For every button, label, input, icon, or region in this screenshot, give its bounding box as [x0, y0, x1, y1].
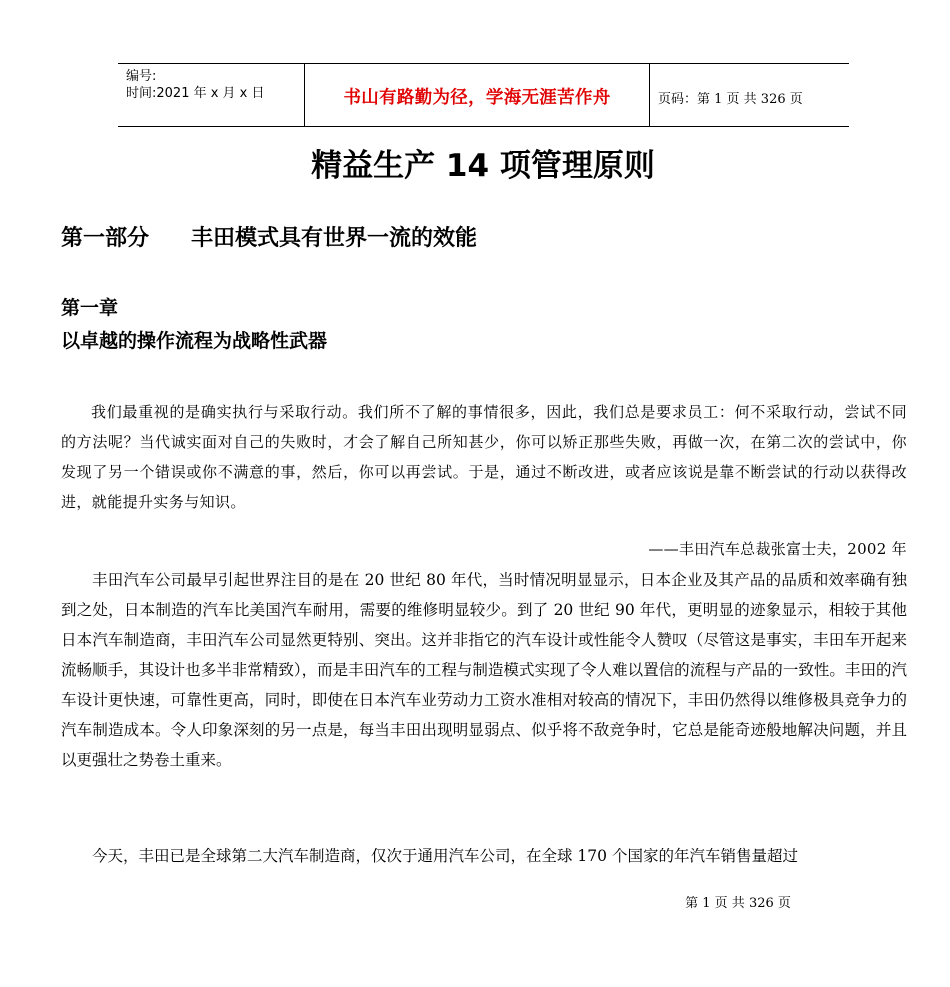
epigraph-quote: 我们最重视的是确实执行与采取行动。我们所不了解的事情很多，因此，我们总是要求员工：何不采取行动，尝试不同的方法呢？当代诚实面对自己的失败时，才会了解自己所知甚少，你可以矫正那些失败，再做一次，在第二次的尝试中，你发现了另一个错误或你不满意的事，然后，你可以再尝试。于是，通过不断改进，或者应该说是靠不断尝试的行动以获得改进，就能提升实务与知识。 [61, 403, 907, 511]
header-page-info: 页码：第 1 页 共 326 页 [658, 92, 803, 107]
footer-page-suffix: 页 [777, 896, 791, 911]
document-header [118, 63, 849, 127]
footer-page-mid: 页 [714, 896, 728, 911]
chapter-title: 以卓越的操作流程为战略性武器 [61, 330, 328, 352]
document-title: 精益生产 14 项管理原则 [311, 148, 655, 184]
page-footer [0, 895, 950, 913]
part-title: 丰田模式具有世界一流的效能 [191, 226, 478, 251]
header-time-label: 时间:2021 年 x 月 x 日 [126, 86, 265, 101]
footer-total-prefix: 共 [731, 896, 745, 911]
body-paragraph-1: 丰田汽车公司最早引起世界注目的是在 20 世纪 80 年代，当时情况明显显示，日本企业及其产品的品质和效率确有独到之处，日本制造的汽车比美国汽车耐用，需要的维修明显较少。到了 20 世纪 90 年代，更明显的迹象显示，相较于其他日本汽车制造商，丰田汽车公司显然更特别、突出。这并非指它的汽车设计或性能令人赞叹（尽管这是事实，丰田车开起来流畅顺手，其设计也多半非常精致），而是丰田汽车的工程与制造模式实现了令人难以置信的流程与产品的一致性。丰田的汽车设计更快速，可靠性更高，同时，即使在日本汽车业劳动力工资水准相对较高的情况下，丰田仍然得以维修极具竞争力的汽车制造成本。令人印象深刻的另一点是，每当丰田出现明显弱点、似乎将不敌竞争时，它总是能奇迹般地解决问题，并且以更强壮之势卷土重来。 [61, 571, 907, 769]
chapter-number: 第一章 [61, 297, 119, 319]
footer-page-prefix: 第 [685, 896, 699, 911]
body-paragraph-2: 今天，丰田已是全球第二大汽车制造商，仅次于通用汽车公司，在全球 170 个国家的年汽车销售量超过 [92, 847, 798, 865]
quote-attribution: ——丰田汽车总裁张富士夫，2002 年 [648, 540, 907, 558]
header-number-label: 编号: [126, 69, 157, 84]
part-heading [61, 223, 477, 255]
footer-page-total: 326 [748, 896, 774, 911]
part-number: 第一部分 [61, 226, 150, 251]
header-meta [118, 64, 305, 126]
footer-page-current: 1 [702, 896, 711, 911]
header-motto: 书山有路勤为径，学海无涯苦作舟 [305, 64, 650, 126]
